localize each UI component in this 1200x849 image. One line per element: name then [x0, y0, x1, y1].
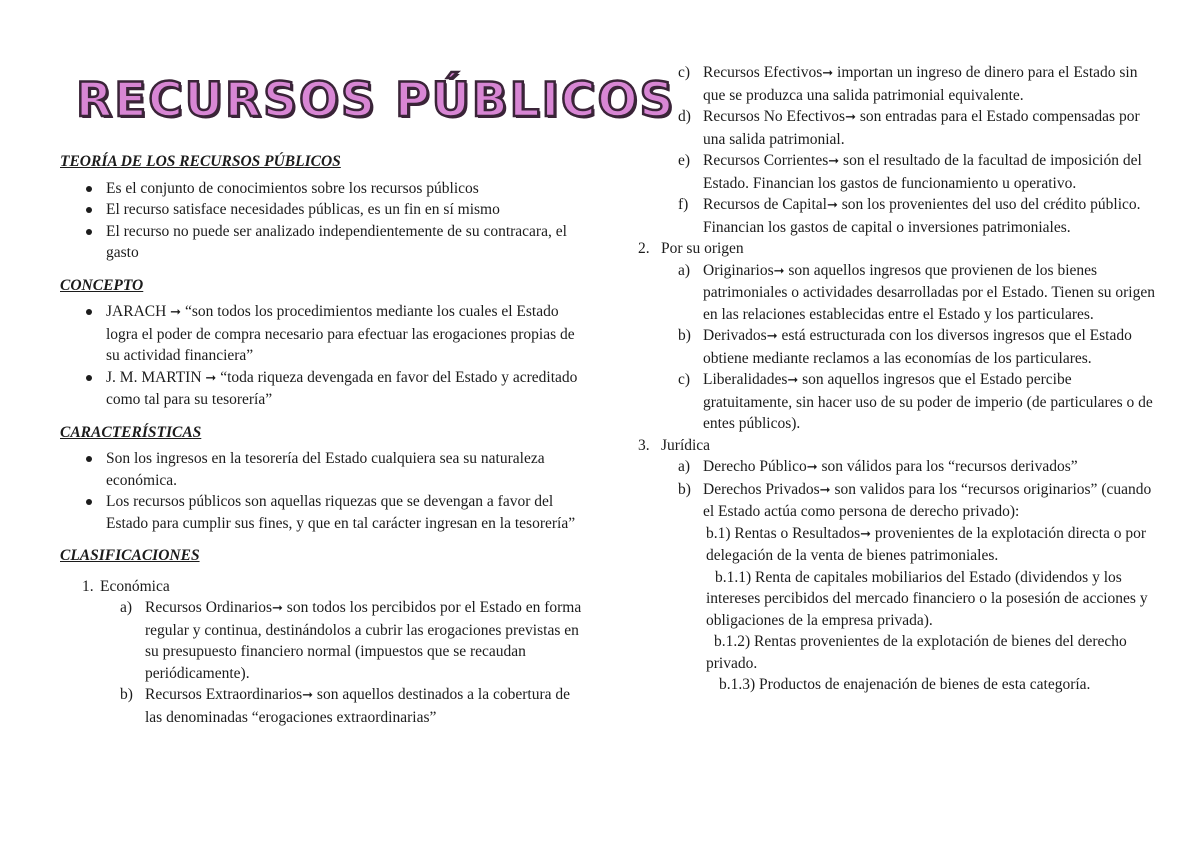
caracteristicas-list — [60, 448, 590, 534]
list-item: c) Liberalidades➞ son aquellos ingresos que el Estado percibe gratuitamente, sin hacer uso de su poder de imperio (de particulares o de entes públicos). — [678, 371, 1153, 432]
heading-teoria: TEORÍA DE LOS RECURSOS PÚBLICOS — [60, 153, 341, 170]
list-item: b.1) Rentas o Resultados➞ provenientes de la explotación directa o por delegación de la venta de bienes patrimoniales. — [706, 524, 1147, 564]
list-item: b.1.2) Rentas provenientes de la explotación de bienes del derecho privado. — [706, 633, 1127, 672]
bullet-icon — [86, 309, 92, 315]
bullet-icon — [86, 456, 92, 462]
arrow-right-icon: ➞ — [806, 460, 818, 475]
arrow-right-icon: ➞ — [860, 526, 872, 542]
list-item: a) Derecho Público➞ son válidos para los “recursos derivados” — [678, 458, 1078, 475]
list-item: a) Originarios➞ son aquellos ingresos que provienen de los bienes patrimoniales o actividades desarrolladas por el Estado. Tienen su origen en las relaciones establecidas entre el Estado y los particulares. — [678, 261, 1155, 323]
list-item: J. M. MARTIN ➞ “toda riqueza devengada en favor del Estado y acreditado como tal para su tesorería” — [60, 367, 590, 411]
arrow-right-icon: ➞ — [828, 154, 840, 169]
heading-concepto: CONCEPTO — [60, 276, 144, 294]
list-item: 2. Por su origen — [638, 240, 744, 257]
bullet-icon — [86, 499, 92, 505]
list-item: Los recursos públicos son aquellas riquezas que se devengan a favor del Estado para cumplir sus fines, y que en tal carácter ingresan en la tesorería” — [60, 491, 590, 534]
list-item: e) Recursos Corrientes➞ son el resultado de la facultad de imposición del Estado. Financian los gastos de funcionamiento u operativo. — [678, 152, 1142, 192]
arrow-right-icon: ➞ — [205, 370, 217, 386]
right-column — [638, 62, 1158, 696]
bullet-icon — [86, 186, 92, 192]
title-block — [76, 73, 676, 134]
bullet-icon — [86, 207, 92, 213]
concepto-list — [60, 301, 590, 411]
heading-caracteristicas: CARACTERÍSTICAS — [60, 423, 202, 441]
arrow-right-icon: ➞ — [302, 688, 314, 703]
bullet-icon — [86, 229, 92, 235]
list-item: El recurso satisface necesidades públicas, es un fin en sí mismo — [60, 199, 590, 221]
list-item: 3. Jurídica — [638, 436, 711, 454]
arrow-right-icon: ➞ — [826, 198, 838, 213]
teoria-list — [60, 178, 590, 264]
arrow-right-icon: ➞ — [272, 601, 283, 616]
bullet-icon — [86, 375, 92, 381]
page-title: RECURSOS PÚBLICOS — [76, 73, 676, 128]
arrow-right-icon: ➞ — [819, 482, 831, 498]
arrow-right-icon: ➞ — [822, 66, 834, 81]
heading-clasificaciones: CLASIFICACIONES — [60, 547, 200, 564]
list-item: b.1.3) Productos de enajenación de bienes de esta categoría. — [719, 676, 1091, 693]
list-item: a) Recursos Ordinarios➞ son todos los percibidos por el Estado en forma regular y continua, destinándolos a cubrir las erogaciones previstas en su presupuesto financiero normal (impuestos que se recaudan periódicamente). — [120, 599, 582, 682]
arrow-right-icon: ➞ — [845, 110, 856, 125]
arrow-right-icon: ➞ — [170, 305, 182, 320]
list-item: b) Derivados➞ está estructurada con los diversos ingresos que el Estado obtiene mediante reclamos a las economías de los particulares. — [678, 327, 1132, 367]
list-item: b.1.1) Renta de capitales mobiliarios del Estado (dividendos y los intereses percibidos del mercado financiero o la posesión de acciones y obligaciones de la empresa privada). — [706, 568, 1148, 629]
list-item: JARACH ➞ “son todos los procedimientos mediante los cuales el Estado logra el poder de compra necesario para efectuar las erogaciones propias de su actividad financiera” — [60, 301, 590, 367]
list-item: b) Recursos Extraordinarios➞ son aquellos destinados a la cobertura de las denominadas “erogaciones extraordinarias” — [120, 686, 570, 726]
list-item: f) Recursos de Capital➞ son los provenientes del uso del crédito público. Financian los gastos de capital o inversiones patrimoniales. — [678, 196, 1141, 236]
list-item: d) Recursos No Efectivos➞ son entradas para el Estado compensadas por una salida patrimonial. — [678, 108, 1140, 148]
list-item: c) Recursos Efectivos➞ importan un ingreso de dinero para el Estado sin que se produzca una salida patrimonial equivalente. — [678, 64, 1138, 104]
list-item: Es el conjunto de conocimientos sobre los recursos públicos — [60, 178, 590, 200]
list-item: b) Derechos Privados➞ son validos para los “recursos originarios” (cuando el Estado actúa como persona de derecho privado): — [678, 480, 1152, 520]
arrow-right-icon: ➞ — [773, 263, 785, 279]
list-item: El recurso no puede ser analizado independientemente de su contracara, el gasto — [60, 221, 590, 264]
clasificaciones-list — [60, 576, 590, 729]
arrow-right-icon: ➞ — [766, 329, 778, 344]
arrow-right-icon: ➞ — [787, 373, 799, 388]
list-item: 1. Económica — [82, 577, 170, 595]
list-item: Son los ingresos en la tesorería del Estado cualquiera sea su naturaleza económica. — [60, 448, 590, 491]
